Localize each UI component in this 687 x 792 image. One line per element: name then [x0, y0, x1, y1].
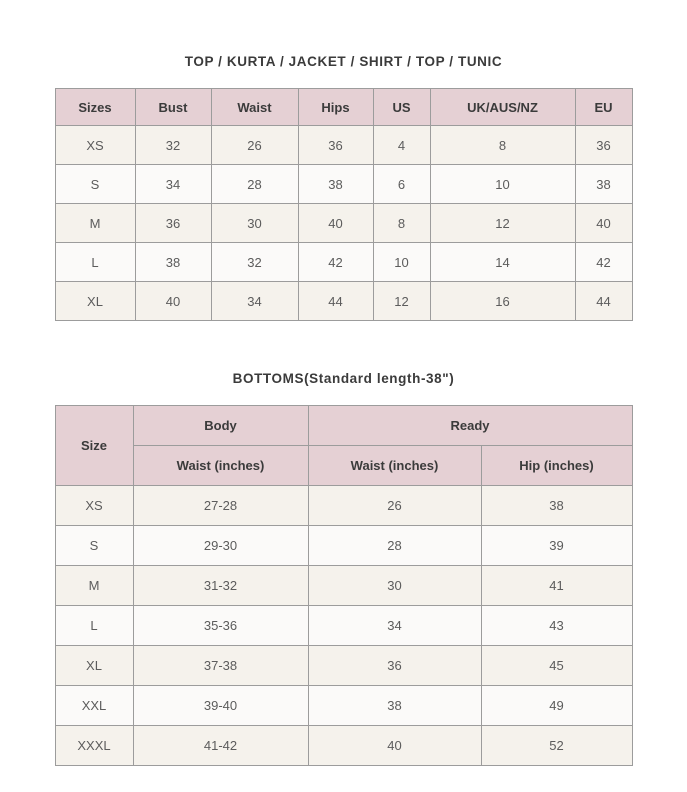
column-group-ready: Ready [308, 406, 632, 446]
table-cell: 34 [211, 282, 298, 321]
tops-header-row [55, 89, 632, 126]
table-cell: 31-32 [133, 566, 308, 606]
table-cell: 26 [308, 486, 481, 526]
table-cell: 52 [481, 726, 632, 766]
table-cell: S [55, 526, 133, 566]
tops-size-chart-title: TOP / KURTA / JACKET / SHIRT / TOP / TUNIC [184, 54, 503, 69]
table-cell: 10 [373, 243, 430, 282]
table-cell: XL [55, 646, 133, 686]
table-cell: 27-28 [133, 486, 308, 526]
bottoms-size-table [55, 405, 633, 766]
table-cell: 41-42 [133, 726, 308, 766]
bottoms-header-row-groups [55, 406, 632, 446]
table-cell: 42 [575, 243, 632, 282]
table-cell: 30 [308, 566, 481, 606]
column-header-sizes: Sizes [55, 89, 135, 126]
table-cell: XXL [55, 686, 133, 726]
column-header-bust: Bust [135, 89, 211, 126]
column-group-body: Body [133, 406, 308, 446]
table-row [55, 726, 632, 766]
table-cell: 28 [308, 526, 481, 566]
table-cell: 43 [481, 606, 632, 646]
column-header-eu: EU [575, 89, 632, 126]
table-cell: 34 [135, 165, 211, 204]
table-cell: 12 [373, 282, 430, 321]
table-cell: 49 [481, 686, 632, 726]
table-cell: 40 [308, 726, 481, 766]
table-cell: S [55, 165, 135, 204]
table-cell: 28 [211, 165, 298, 204]
table-cell: 36 [135, 204, 211, 243]
table-cell: 38 [575, 165, 632, 204]
table-cell: 14 [430, 243, 575, 282]
table-cell: 39-40 [133, 686, 308, 726]
table-row [55, 126, 632, 165]
table-cell: 36 [575, 126, 632, 165]
table-cell: 10 [430, 165, 575, 204]
table-row [55, 686, 632, 726]
tops-size-table [55, 88, 633, 321]
table-cell: 44 [298, 282, 373, 321]
table-cell: L [55, 243, 135, 282]
table-cell: 8 [430, 126, 575, 165]
table-cell: XS [55, 486, 133, 526]
table-cell: 32 [211, 243, 298, 282]
column-header-uk-aus-nz: UK/AUS/NZ [430, 89, 575, 126]
table-cell: 30 [211, 204, 298, 243]
table-cell: 29-30 [133, 526, 308, 566]
table-cell: 42 [298, 243, 373, 282]
table-row [55, 646, 632, 686]
table-cell: 37-38 [133, 646, 308, 686]
table-cell: 38 [481, 486, 632, 526]
table-cell: XXXL [55, 726, 133, 766]
table-cell: 8 [373, 204, 430, 243]
bottoms-header-row-sub [55, 446, 632, 486]
table-cell: L [55, 606, 133, 646]
column-header-size: Size [55, 406, 133, 486]
column-header-body-waist: Waist (inches) [133, 446, 308, 486]
table-row [55, 566, 632, 606]
column-header-us: US [373, 89, 430, 126]
table-cell: XL [55, 282, 135, 321]
bottoms-size-chart-title: BOTTOMS(Standard length-38") [232, 371, 455, 386]
table-cell: 40 [135, 282, 211, 321]
table-cell: 36 [308, 646, 481, 686]
table-cell: 44 [575, 282, 632, 321]
table-row [55, 282, 632, 321]
table-cell: 12 [430, 204, 575, 243]
table-cell: 35-36 [133, 606, 308, 646]
table-cell: 16 [430, 282, 575, 321]
table-cell: 40 [298, 204, 373, 243]
table-cell: 4 [373, 126, 430, 165]
table-row [55, 526, 632, 566]
table-row [55, 486, 632, 526]
table-row [55, 204, 632, 243]
table-cell: 26 [211, 126, 298, 165]
table-cell: 39 [481, 526, 632, 566]
column-header-ready-waist: Waist (inches) [308, 446, 481, 486]
table-cell: 38 [298, 165, 373, 204]
table-cell: 38 [308, 686, 481, 726]
table-cell: M [55, 566, 133, 606]
table-cell: 41 [481, 566, 632, 606]
table-cell: 32 [135, 126, 211, 165]
table-cell: 36 [298, 126, 373, 165]
table-cell: 38 [135, 243, 211, 282]
table-cell: XS [55, 126, 135, 165]
column-header-hips: Hips [298, 89, 373, 126]
table-cell: 40 [575, 204, 632, 243]
column-header-ready-hip: Hip (inches) [481, 446, 632, 486]
table-cell: 34 [308, 606, 481, 646]
table-cell: 45 [481, 646, 632, 686]
table-row [55, 243, 632, 282]
column-header-waist: Waist [211, 89, 298, 126]
table-row [55, 165, 632, 204]
table-cell: M [55, 204, 135, 243]
table-row [55, 606, 632, 646]
table-cell: 6 [373, 165, 430, 204]
